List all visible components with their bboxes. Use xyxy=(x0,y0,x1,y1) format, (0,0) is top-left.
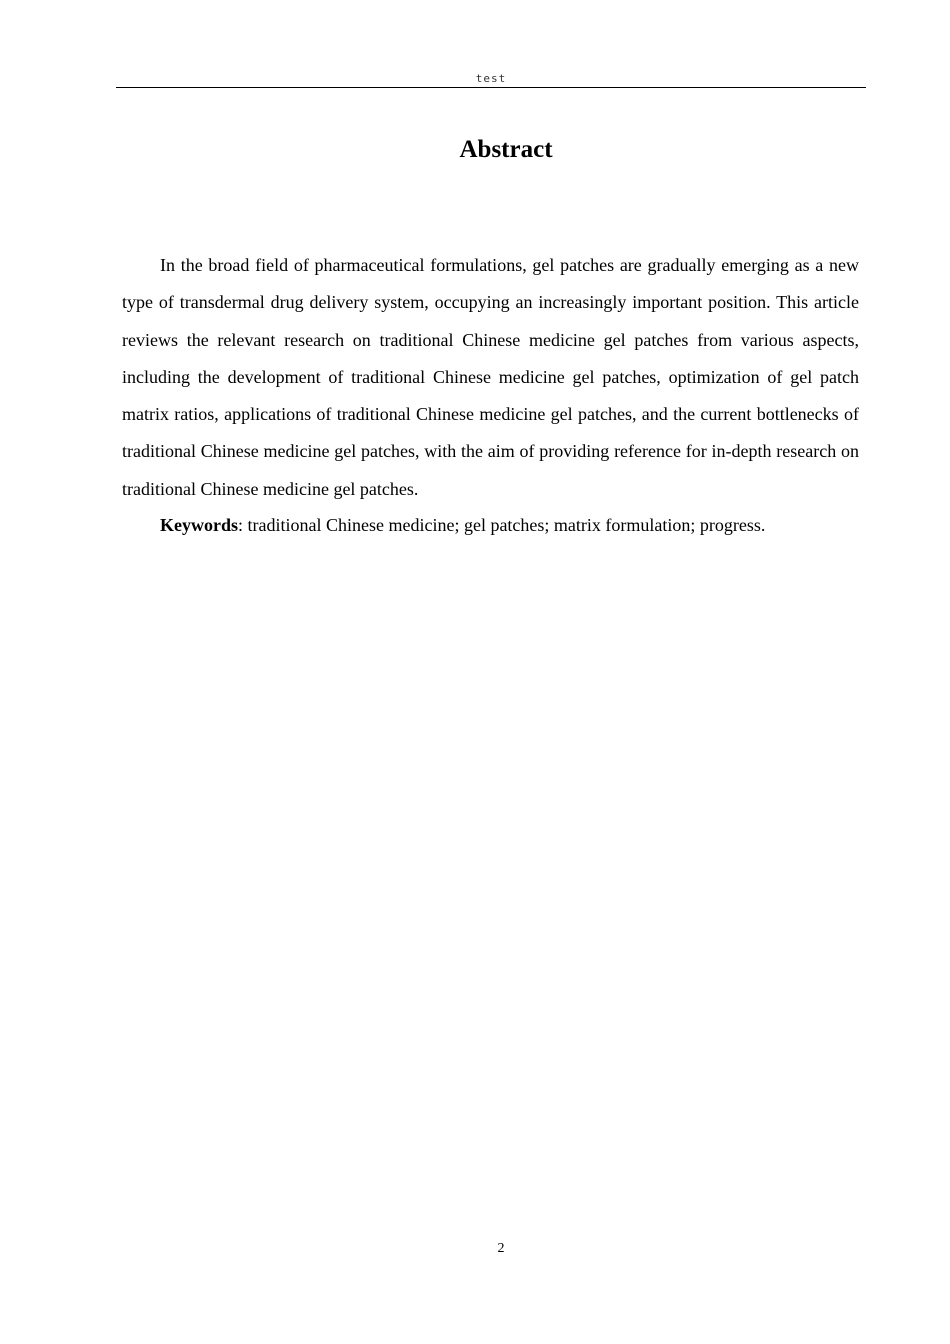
page-title: Abstract xyxy=(459,136,553,163)
abstract-paragraph: In the broad field of pharmaceutical formulations, gel patches are gradually emerging as a new type of transdermal drug delivery system, occupying an increasingly important position. This article reviews the relevant research on traditional Chinese medicine gel patches from various aspects, including the development of traditional Chinese medicine gel patches, optimization of gel patch matrix ratios, applications of traditional Chinese medicine gel patches, and the current bottlenecks of traditional Chinese medicine gel patches, with the aim of providing reference for in-depth research on traditional Chinese medicine gel patches. xyxy=(122,255,859,499)
keywords-label: Keywords xyxy=(160,515,238,535)
header-divider xyxy=(116,87,866,88)
keywords-line xyxy=(122,507,859,544)
page-number: 2 xyxy=(497,1241,505,1256)
running-header: test xyxy=(475,72,507,85)
keywords-text: traditional Chinese medicine; gel patches; matrix formulation; progress. xyxy=(247,515,766,535)
keywords-separator: : xyxy=(238,515,248,535)
